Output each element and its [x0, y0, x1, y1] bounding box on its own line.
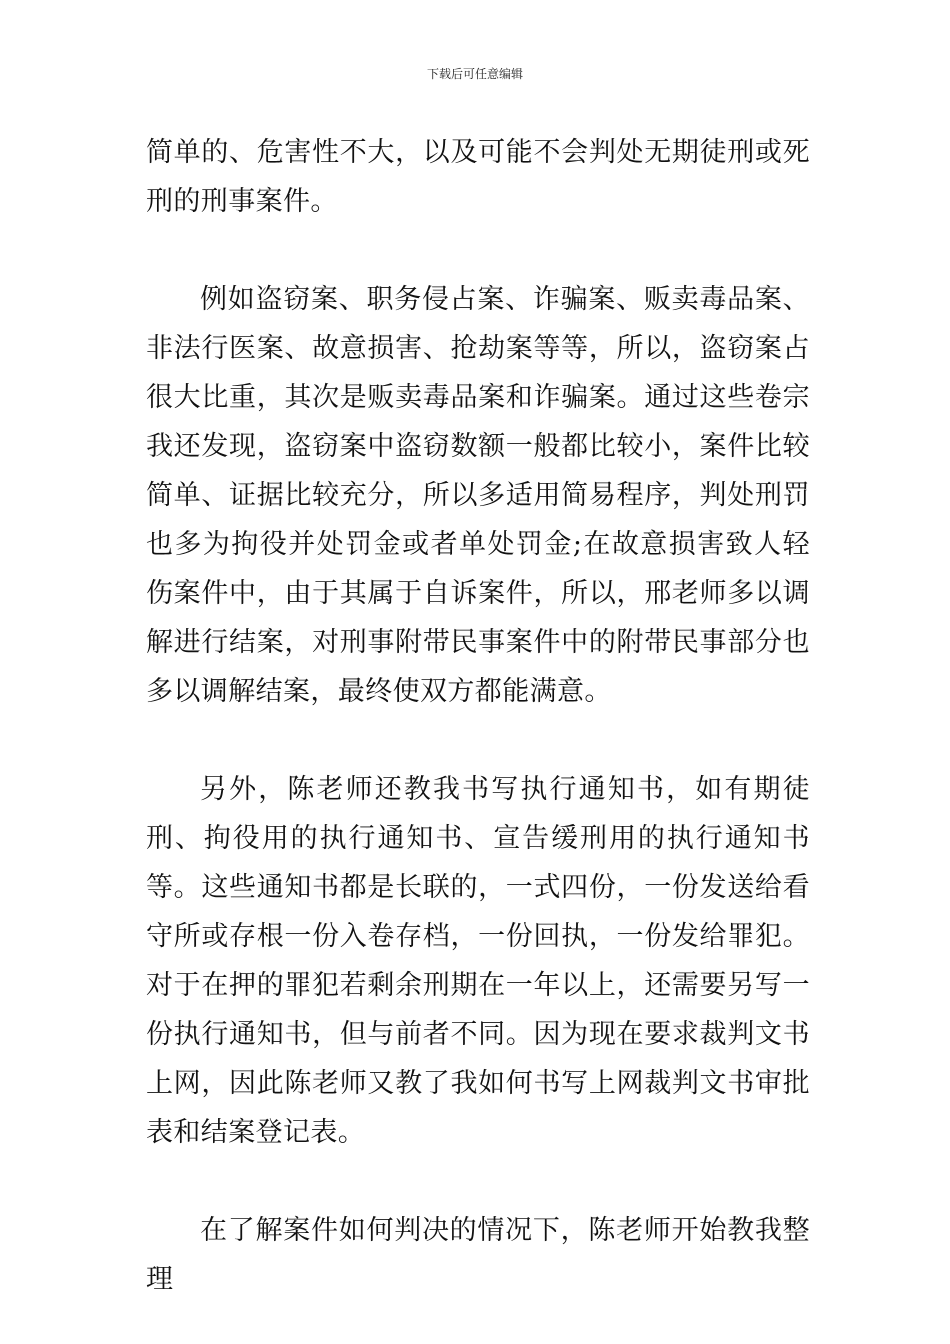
page-header: 下载后可任意编辑	[426, 67, 523, 81]
paragraph-case-examples: 例如盗窃案、职务侵占案、诈骗案、贩卖毒品案、非法行医案、故意损害、抢劫案等等，所以，盗窃案占很大比重，其次是贩卖毒品案和诈骗案。通过这些卷宗我还发现，盗窃案中盗窃数额一般都比较小，案件比较简单、证据比较充分，所以多适用简易程序，判处刑罚也多为拘役并处罚金或者单处罚金;在故意损害致人轻伤案件中，由于其属于自诉案件，所以，邢老师多以调解进行结案，对刑事附带民事案件中的附带民事部分也多以调解结案，最终使双方都能满意。	[146, 284, 810, 707]
paragraph-execution-notice: 另外，陈老师还教我书写执行通知书，如有期徒刑、拘役用的执行通知书、宣告缓刑用的执行通知书等。这些通知书都是长联的，一式四份，一份发送给看守所或存根一份入卷存档，一份回执，一份发给罪犯。对于在押的罪犯若剩余刑期在一年以上，还需要另写一份执行通知书，但与前者不同。因为现在要求裁判文书上网，因此陈老师又教了我如何书写上网裁判文书审批表和结案登记表。	[146, 774, 810, 1148]
paragraph-case-sorting: 在了解案件如何判决的情况下，陈老师开始教我整理	[146, 1215, 810, 1295]
paragraph-continuation: 简单的、危害性不大，以及可能不会判处无期徒刑或死刑的刑事案件。	[146, 137, 810, 217]
document-body	[146, 128, 810, 1304]
